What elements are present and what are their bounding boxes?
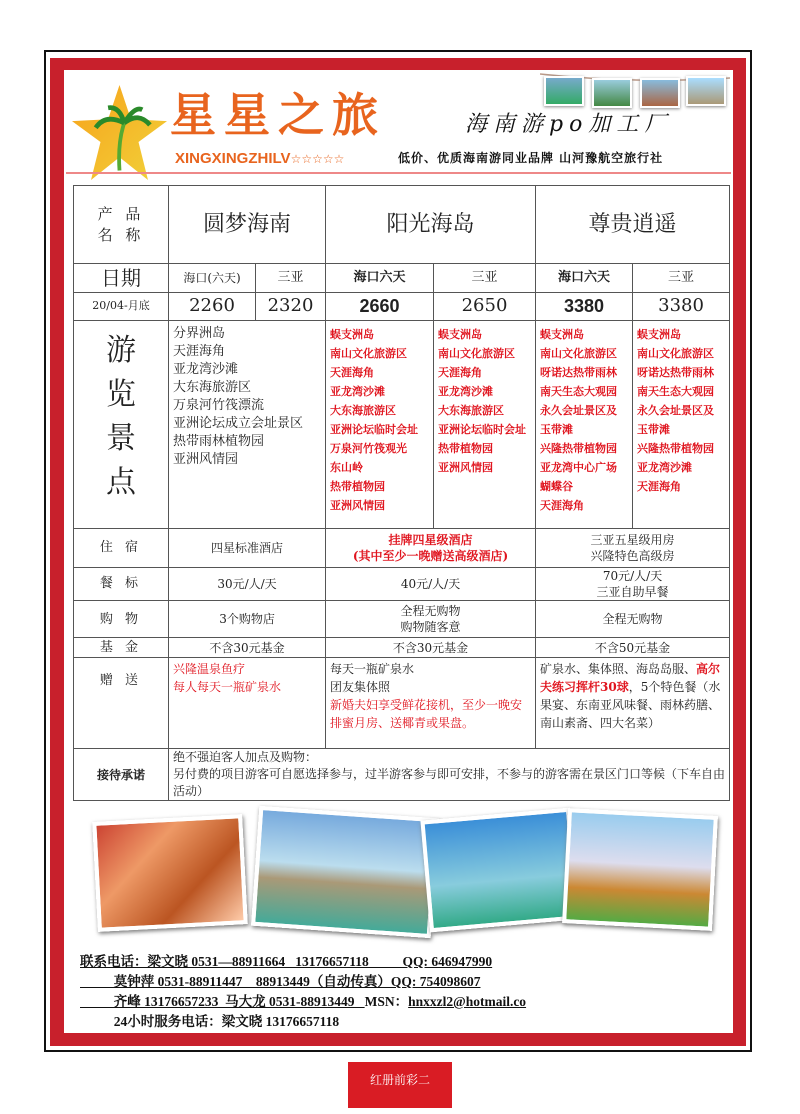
- product-2-name: 阳光海岛: [326, 186, 536, 264]
- spot-item: 亚龙湾中心广场: [540, 461, 618, 474]
- fund-3: 不含50元基金: [536, 638, 730, 658]
- price-2a: 2660: [326, 293, 434, 321]
- spot-item: 天涯海角: [540, 499, 585, 512]
- spot-item: 永久会址景区及: [637, 404, 715, 417]
- fund-label: 基 金: [74, 638, 169, 658]
- spot-item: 分界洲岛: [173, 326, 226, 341]
- spots-list-2a: [326, 321, 434, 529]
- spot-item: 天涯海角: [438, 366, 483, 379]
- spot-item: 兴隆热带植物园: [637, 442, 715, 455]
- photo-beach: [544, 76, 584, 106]
- hotel-2: 挂牌四星级酒店 (其中至少一晚赠送高级酒店): [326, 529, 536, 568]
- spot-item: 热带雨林植物园: [173, 434, 265, 449]
- spot-item: 兴隆热带植物园: [540, 442, 618, 455]
- spot-item: 天涯海角: [637, 480, 682, 493]
- spot-item: 呀诺达热带雨林: [637, 366, 715, 379]
- price-1a: 2260: [169, 293, 256, 321]
- spot-item: 蝴蝶谷: [540, 480, 574, 493]
- spot-item: 永久会址景区及: [540, 404, 618, 417]
- spot-item: 亚龙湾沙滩: [438, 385, 494, 398]
- route-1a: 海口(六天): [169, 264, 256, 293]
- spot-item: 蜈支洲岛: [637, 328, 682, 341]
- route-3a: 海口六天: [536, 264, 633, 293]
- contact-line-1: 联系电话：梁文晓 0531—88911664 13176657118 QQ: 646947990: [80, 954, 493, 969]
- hotel-label: 住 宿: [74, 529, 169, 568]
- spot-item: 南山文化旅游区: [330, 347, 408, 360]
- spot-item: 天涯海角: [330, 366, 375, 379]
- spot-item: 南天生态大观园: [540, 385, 618, 398]
- gift-3: 矿泉水、集体照、海岛岛服、高尔夫练习挥杆30球，5个特色餐（水果宴、东南亚风味餐、雨林药膳、南山素斋、四大名菜）: [536, 658, 730, 749]
- product-1-name: 圆梦海南: [169, 186, 326, 264]
- gift-1: 兴隆温泉鱼疗 每人每天一瓶矿泉水: [169, 658, 326, 749]
- spot-item: 蜈支洲岛: [438, 328, 483, 341]
- spot-item: 南山文化旅游区: [637, 347, 715, 360]
- logo-subtitle: XINGXINGZHILV☆☆☆☆☆: [175, 150, 345, 167]
- price-3b: 3380: [633, 293, 730, 321]
- photo-parasailing: [420, 808, 579, 933]
- price-1b: 2320: [256, 293, 326, 321]
- shopping-1: 3个购物店: [169, 601, 326, 638]
- spot-item: 亚洲风情园: [438, 461, 494, 474]
- spot-item: 热带植物园: [330, 480, 386, 493]
- spot-item: 蜈支洲岛: [330, 328, 375, 341]
- route-3b: 三亚: [633, 264, 730, 293]
- product-3-name: 尊贵逍遥: [536, 186, 730, 264]
- spot-item: 亚龙湾沙滩: [330, 385, 386, 398]
- shopping-2: 全程无购物 购物随客意: [326, 601, 536, 638]
- meal-1: 30元/人/天: [169, 568, 326, 601]
- spot-item: 亚洲风情园: [330, 499, 386, 512]
- fund-2: 不含30元基金: [326, 638, 536, 658]
- contact-line-3: 齐峰 13176657233 马大龙 0531-88913449 MSN：hnxxzl2@hotmail.co: [80, 994, 527, 1009]
- spot-item: 南山文化旅游区: [438, 347, 516, 360]
- star-palm-logo-icon: [72, 85, 167, 180]
- spot-item: 玉带滩: [540, 423, 574, 436]
- spots-list-3b: [633, 321, 730, 529]
- photo-strip: [95, 806, 725, 946]
- route-2a: 海口六天: [326, 264, 434, 293]
- gift-2: 每天一瓶矿泉水 团友集体照 新婚夫妇享受鲜花接机，至少一晚安排蜜月房、送椰青或果盘。: [326, 658, 536, 749]
- price-2b: 2650: [434, 293, 536, 321]
- spots-label: 游览景点: [74, 321, 169, 529]
- photo-coast: [686, 76, 726, 106]
- page-tag: 红册前彩二: [348, 1062, 452, 1108]
- spot-item: 蜈支洲岛: [540, 328, 585, 341]
- tour-comparison-table: [73, 185, 730, 801]
- spot-item: 南山文化旅游区: [540, 347, 618, 360]
- spot-item: 天涯海角: [173, 344, 226, 359]
- spot-item: 呀诺达热带雨林: [540, 366, 618, 379]
- route-1b: 三亚: [256, 264, 326, 293]
- promise-text: 绝不强迫客人加点及购物： 另付费的项目游客可自愿选择参与，过半游客参与即可安排，不参与的游客需在景区门口等候（下车自由活动）: [169, 749, 730, 801]
- spot-item: 大东海旅游区: [330, 404, 397, 417]
- spot-item: 亚龙湾沙滩: [637, 461, 693, 474]
- price-3a: 3380: [536, 293, 633, 321]
- header-divider: [66, 172, 731, 174]
- slogan: 海南游po加工厂: [465, 112, 673, 137]
- spot-item: 南天生态大观园: [637, 385, 715, 398]
- photo-rocky-beach: [251, 806, 439, 938]
- spots-list-2b: [434, 321, 536, 529]
- msn-email-link[interactable]: hnxxzl2@hotmail.co: [408, 994, 527, 1009]
- spot-item: 亚龙湾沙滩: [173, 362, 239, 377]
- sub-slogan: 低价、优质海南游同业品牌 山河豫航空旅行社: [398, 151, 664, 165]
- promise-label: 接待承诺: [74, 749, 169, 801]
- shopping-label: 购 物: [74, 601, 169, 638]
- spot-item: 亚洲论坛临时会址: [438, 423, 527, 436]
- gift-label: 赠 送: [74, 658, 169, 749]
- shopping-3: 全程无购物: [536, 601, 730, 638]
- product-name-label: 产 品 名 称: [74, 186, 169, 264]
- contact-info: [80, 952, 526, 1032]
- spot-item: 大东海旅游区: [173, 380, 252, 395]
- spot-item: 亚洲风情园: [173, 452, 239, 467]
- spot-item: 亚洲论坛成立会址景区: [173, 416, 304, 431]
- spots-list-1: [169, 321, 326, 529]
- spot-item: 大东海旅游区: [438, 404, 505, 417]
- spot-item: 亚洲论坛临时会址: [330, 423, 419, 436]
- fund-1: 不含30元基金: [169, 638, 326, 658]
- period: 20/04-月底: [74, 293, 169, 321]
- spot-item: 万泉河竹筏漂流: [173, 398, 265, 413]
- photo-seafood: [92, 814, 248, 932]
- photo-people: [640, 78, 680, 108]
- meal-label: 餐 标: [74, 568, 169, 601]
- hanging-photos: [540, 72, 730, 108]
- date-label: 日期: [74, 264, 169, 293]
- photo-nanshan: [562, 808, 718, 931]
- route-2b: 三亚: [434, 264, 536, 293]
- hotel-3: 三亚五星级用房 兴隆特色高级房: [536, 529, 730, 568]
- spot-item: 万泉河竹筏观光: [330, 442, 408, 455]
- meal-2: 40元/人/天: [326, 568, 536, 601]
- contact-line-4: 24小时服务电话：梁文晓 13176657118: [80, 1014, 340, 1029]
- spots-list-3a: [536, 321, 633, 529]
- spot-item: 玉带滩: [637, 423, 671, 436]
- hotel-1: 四星标准酒店: [169, 529, 326, 568]
- spot-item: 东山岭: [330, 461, 364, 474]
- logo-title: 星星之旅: [170, 88, 386, 142]
- meal-3: 70元/人/天 三亚自助早餐: [536, 568, 730, 601]
- spot-item: 热带植物园: [438, 442, 494, 455]
- contact-line-2: 莫钟萍 0531-88911447 88913449（自动传真）QQ: 754098607: [80, 974, 481, 989]
- photo-garden: [592, 78, 632, 108]
